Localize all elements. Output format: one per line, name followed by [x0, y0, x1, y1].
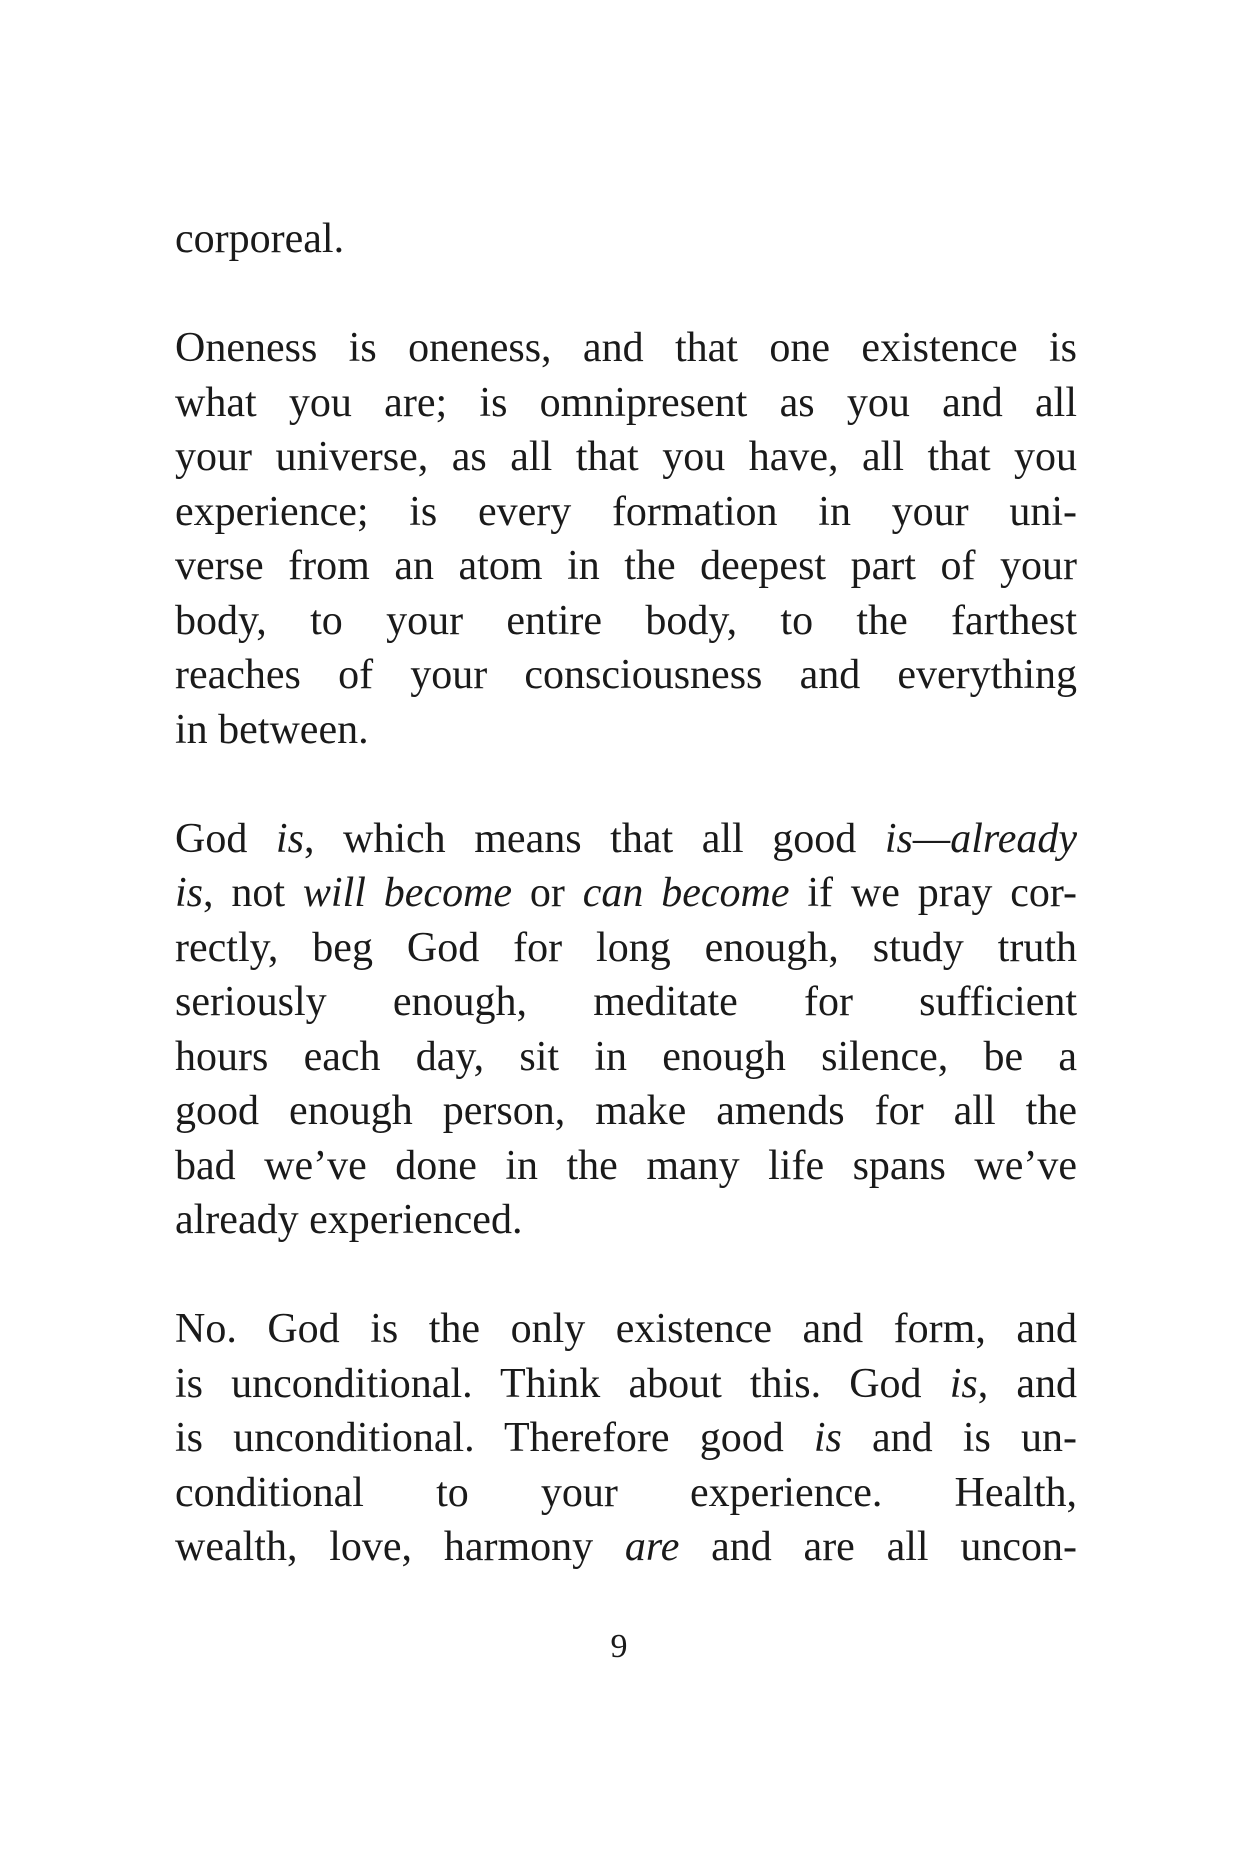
text-run: seriously enough, meditate for sufficient — [175, 979, 1077, 1025]
text-run: experience; is every formation in your uni- — [175, 488, 1077, 535]
text-line — [175, 1193, 1077, 1248]
text-run: and is un- — [841, 1415, 1077, 1461]
italic-text: will become — [302, 870, 513, 916]
text-run: good enough person, make amends for all the — [175, 1088, 1077, 1134]
italic-text: is — [813, 1415, 842, 1461]
text-line — [175, 376, 1077, 431]
text-run: body, to your entire body, to the farthest — [175, 597, 1077, 644]
text-run: in between. — [175, 706, 369, 753]
text-line — [175, 812, 1077, 867]
body-text — [175, 212, 1077, 1629]
text-run: conditional to your experience. Health, — [175, 1469, 1077, 1516]
text-run: or — [512, 870, 583, 916]
text-line — [175, 1030, 1077, 1085]
text-run: Oneness is oneness, and that one existence is — [175, 325, 1077, 371]
text-line — [175, 703, 1077, 758]
text-run: if we pray cor- — [789, 870, 1077, 916]
text-run: wealth, love, harmony — [175, 1524, 625, 1570]
italic-text: is — [949, 1360, 978, 1407]
text-run: bad we’ve done in the many life spans we’ve — [175, 1142, 1077, 1189]
italic-text: can become — [582, 870, 790, 916]
text-line — [175, 1520, 1077, 1575]
text-run: hours each day, sit in enough silence, be a — [175, 1033, 1077, 1080]
text-line — [175, 1302, 1077, 1357]
paragraph — [175, 812, 1077, 1248]
text-run: , and — [977, 1360, 1077, 1407]
italic-text: is — [175, 870, 204, 916]
text-line — [175, 921, 1077, 976]
text-line — [175, 648, 1077, 703]
text-line — [175, 430, 1077, 485]
text-run: , not — [203, 870, 303, 916]
text-line — [175, 975, 1077, 1030]
text-line — [175, 1466, 1077, 1521]
text-line — [175, 212, 1077, 267]
text-line — [175, 1139, 1077, 1194]
text-run: rectly, beg God for long enough, study truth — [175, 924, 1077, 971]
text-run: No. God is the only existence and form, and — [175, 1306, 1077, 1352]
text-line — [175, 1084, 1077, 1139]
text-line — [175, 539, 1077, 594]
text-run: and are all uncon- — [679, 1524, 1077, 1570]
italic-text: are — [624, 1524, 680, 1570]
text-line — [175, 1357, 1077, 1412]
text-run: your universe, as all that you have, all that you — [175, 434, 1077, 480]
paragraph — [175, 321, 1077, 757]
text-run: already experienced. — [175, 1197, 523, 1243]
text-run: is unconditional. Therefore good — [175, 1415, 814, 1461]
paragraph — [175, 1302, 1077, 1575]
text-line — [175, 594, 1077, 649]
text-line — [175, 321, 1077, 376]
text-run: reaches of your consciousness and everything — [175, 652, 1077, 698]
italic-text: is—already — [884, 815, 1077, 862]
text-run: is unconditional. Think about this. God — [175, 1360, 950, 1407]
page-number: 9 — [610, 1628, 628, 1665]
text-line — [175, 485, 1077, 540]
text-run: corporeal. — [175, 216, 345, 262]
text-run: , which means that all good — [303, 815, 885, 862]
paragraph — [175, 212, 1077, 267]
text-run: God — [175, 815, 276, 862]
text-run: what you are; is omnipresent as you and all — [175, 379, 1077, 426]
text-line — [175, 1411, 1077, 1466]
italic-text: is — [275, 815, 304, 862]
text-line — [175, 866, 1077, 921]
text-run: verse from an atom in the deepest part of your — [175, 543, 1077, 589]
